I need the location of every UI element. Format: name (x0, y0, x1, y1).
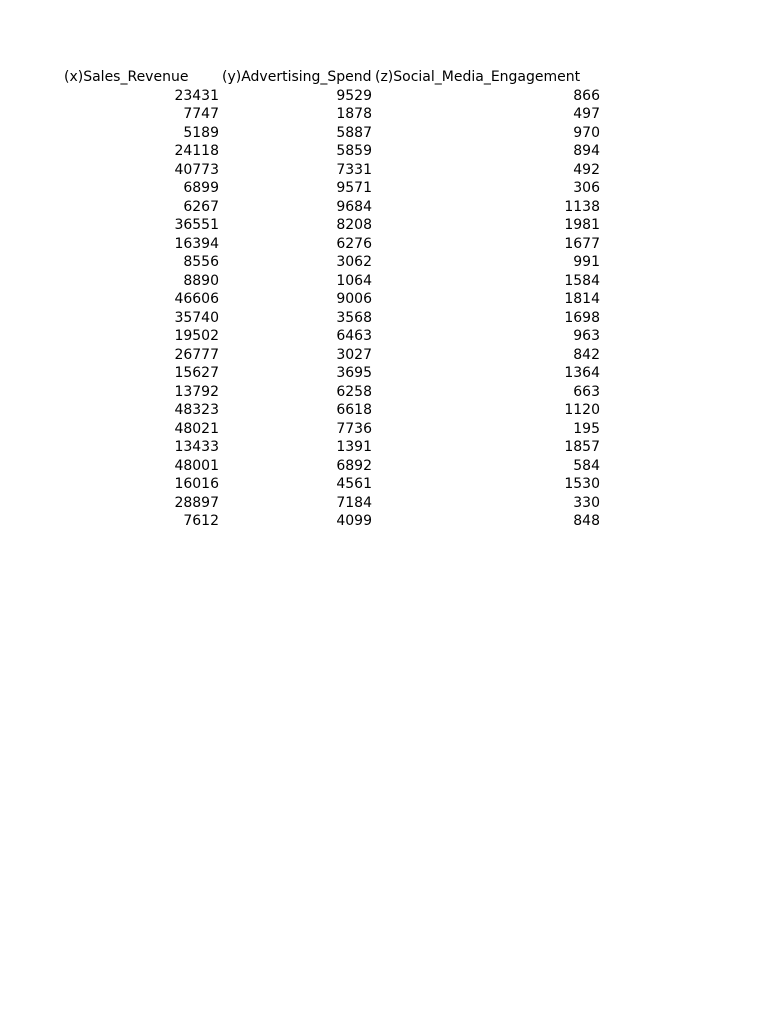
table-row (0, 457, 768, 476)
table-row (0, 142, 768, 161)
table-row (0, 494, 768, 513)
cell-sales-revenue: 6899 (183, 180, 219, 196)
cell-advertising-spend: 4099 (336, 513, 372, 529)
cell-advertising-spend: 1878 (336, 106, 372, 122)
cell-sales-revenue: 6267 (183, 198, 219, 215)
column-header-sales-revenue: (x)Sales_Revenue (64, 69, 189, 85)
cell-social-media-engagement: 842 (573, 346, 600, 363)
table-row (0, 235, 768, 254)
cell-social-media-engagement: 584 (573, 457, 600, 474)
cell-advertising-spend: 4561 (336, 476, 372, 492)
data-table (0, 68, 768, 531)
table-row (0, 105, 768, 124)
cell-social-media-engagement: 1364 (564, 365, 600, 381)
table-row (0, 327, 768, 346)
table-row (0, 512, 768, 531)
table-row (0, 401, 768, 420)
table-row (0, 272, 768, 291)
cell-sales-revenue: 28897 (174, 494, 219, 511)
cell-social-media-engagement: 663 (573, 383, 600, 400)
cell-social-media-engagement: 1981 (564, 217, 600, 233)
cell-sales-revenue: 8890 (183, 272, 219, 289)
cell-sales-revenue: 46606 (174, 291, 219, 307)
cell-sales-revenue: 40773 (174, 161, 219, 178)
table-row (0, 309, 768, 328)
table-row (0, 179, 768, 198)
cell-social-media-engagement: 1530 (564, 476, 600, 492)
cell-advertising-spend: 9684 (336, 198, 372, 215)
cell-sales-revenue: 48001 (174, 457, 219, 474)
cell-social-media-engagement: 497 (573, 106, 600, 122)
table-row (0, 253, 768, 272)
cell-advertising-spend: 9571 (336, 180, 372, 196)
cell-social-media-engagement: 1138 (564, 198, 600, 215)
cell-advertising-spend: 6892 (336, 457, 372, 474)
table-row (0, 364, 768, 383)
cell-advertising-spend: 8208 (336, 217, 372, 233)
cell-advertising-spend: 3062 (336, 254, 372, 270)
cell-social-media-engagement: 1584 (564, 272, 600, 289)
cell-social-media-engagement: 306 (573, 180, 600, 196)
cell-sales-revenue: 35740 (174, 309, 219, 326)
cell-advertising-spend: 7184 (336, 494, 372, 511)
table-body (0, 87, 768, 531)
cell-social-media-engagement: 330 (573, 494, 600, 511)
cell-sales-revenue: 23431 (174, 87, 219, 104)
cell-sales-revenue: 13433 (174, 439, 219, 455)
table-row (0, 216, 768, 235)
cell-advertising-spend: 9006 (336, 291, 372, 307)
cell-sales-revenue: 15627 (174, 365, 219, 381)
column-header-advertising-spend: (y)Advertising_Spend (222, 69, 372, 85)
table-row (0, 346, 768, 365)
cell-advertising-spend: 1391 (336, 439, 372, 455)
cell-advertising-spend: 5859 (336, 143, 372, 159)
cell-social-media-engagement: 894 (573, 143, 600, 159)
cell-advertising-spend: 7736 (336, 420, 372, 437)
cell-social-media-engagement: 991 (573, 254, 600, 270)
table-row (0, 438, 768, 457)
table-row (0, 161, 768, 180)
cell-social-media-engagement: 963 (573, 328, 600, 344)
cell-advertising-spend: 6618 (336, 402, 372, 418)
cell-social-media-engagement: 848 (573, 513, 600, 529)
cell-advertising-spend: 3568 (336, 309, 372, 326)
cell-social-media-engagement: 970 (573, 124, 600, 141)
table-row (0, 124, 768, 143)
table-row (0, 475, 768, 494)
cell-sales-revenue: 19502 (174, 328, 219, 344)
cell-social-media-engagement: 1677 (564, 235, 600, 252)
cell-social-media-engagement: 1857 (564, 439, 600, 455)
table-row (0, 290, 768, 309)
cell-advertising-spend: 1064 (336, 272, 372, 289)
cell-sales-revenue: 48323 (174, 402, 219, 418)
cell-advertising-spend: 3695 (336, 365, 372, 381)
cell-sales-revenue: 24118 (174, 143, 219, 159)
cell-advertising-spend: 9529 (336, 87, 372, 104)
cell-advertising-spend: 7331 (336, 161, 372, 178)
cell-sales-revenue: 7612 (183, 513, 219, 529)
table-header-row (0, 68, 768, 87)
cell-advertising-spend: 5887 (336, 124, 372, 141)
cell-sales-revenue: 36551 (174, 217, 219, 233)
table-row (0, 198, 768, 217)
cell-social-media-engagement: 1814 (564, 291, 600, 307)
cell-sales-revenue: 5189 (183, 124, 219, 141)
cell-advertising-spend: 3027 (336, 346, 372, 363)
cell-social-media-engagement: 1120 (564, 402, 600, 418)
table-row (0, 420, 768, 439)
cell-advertising-spend: 6258 (336, 383, 372, 400)
column-header-social-media-engagement: (z)Social_Media_Engagement (375, 69, 581, 85)
cell-sales-revenue: 48021 (174, 420, 219, 437)
cell-sales-revenue: 13792 (174, 383, 219, 400)
cell-sales-revenue: 16394 (174, 235, 219, 252)
table-row (0, 87, 768, 106)
cell-social-media-engagement: 866 (573, 87, 600, 104)
cell-sales-revenue: 7747 (183, 106, 219, 122)
cell-social-media-engagement: 195 (573, 420, 600, 437)
cell-social-media-engagement: 1698 (564, 309, 600, 326)
cell-sales-revenue: 8556 (183, 254, 219, 270)
cell-advertising-spend: 6463 (336, 328, 372, 344)
cell-social-media-engagement: 492 (573, 161, 600, 178)
cell-sales-revenue: 16016 (174, 476, 219, 492)
table-row (0, 383, 768, 402)
cell-sales-revenue: 26777 (174, 346, 219, 363)
cell-advertising-spend: 6276 (336, 235, 372, 252)
